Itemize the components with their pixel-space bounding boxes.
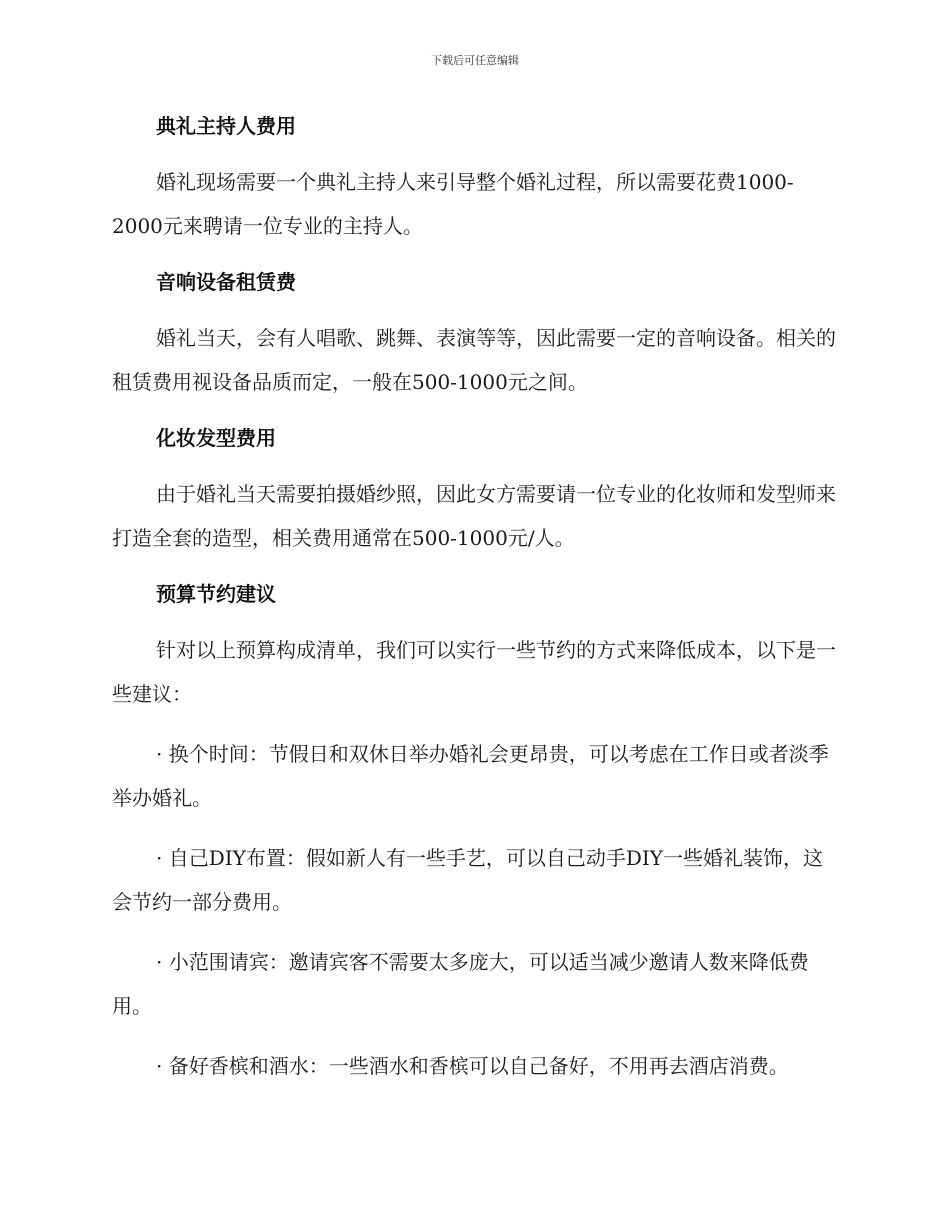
suggestion-item-own-drinks: · 备好香槟和酒水：一些酒水和香槟可以自己备好，不用再去酒店消费。 <box>156 1054 789 1078</box>
page-header: 下载后可任意编辑 <box>431 54 519 67</box>
section-heading-makeup-fee: 化妆发型费用 <box>156 426 276 450</box>
section-paragraph-budget-tips: 针对以上预算构成清单，我们可以实行一些节约的方式来降低成本，以下是一些建议： <box>112 638 836 706</box>
section-paragraph-host-fee: 婚礼现场需要一个典礼主持人来引导整个婚礼过程，所以需要花费1000-2000元来聘请一位专业的主持人。 <box>112 170 794 238</box>
suggestion-item-change-time: · 换个时间：节假日和双休日举办婚礼会更昂贵，可以考虑在工作日或者淡季举办婚礼。 <box>112 742 829 810</box>
suggestion-item-small-guest-list: · 小范围请宾：邀请宾客不需要太多庞大，可以适当减少邀请人数来降低费用。 <box>112 950 809 1018</box>
section-heading-host-fee: 典礼主持人费用 <box>156 114 296 138</box>
suggestion-item-diy-decor: · 自己DIY布置：假如新人有一些手艺，可以自己动手DIY一些婚礼装饰，这会节约一部分费用。 <box>112 846 823 914</box>
document-body <box>112 108 840 1088</box>
section-paragraph-audio-rental: 婚礼当天，会有人唱歌、跳舞、表演等等，因此需要一定的音响设备。相关的租赁费用视设备品质而定，一般在500-1000元之间。 <box>112 326 836 394</box>
section-heading-budget-tips: 预算节约建议 <box>156 582 276 606</box>
section-heading-audio-rental: 音响设备租赁费 <box>156 270 296 294</box>
section-paragraph-makeup-fee: 由于婚礼当天需要拍摄婚纱照，因此女方需要请一位专业的化妆师和发型师来打造全套的造型，相关费用通常在500-1000元/人。 <box>112 482 836 550</box>
